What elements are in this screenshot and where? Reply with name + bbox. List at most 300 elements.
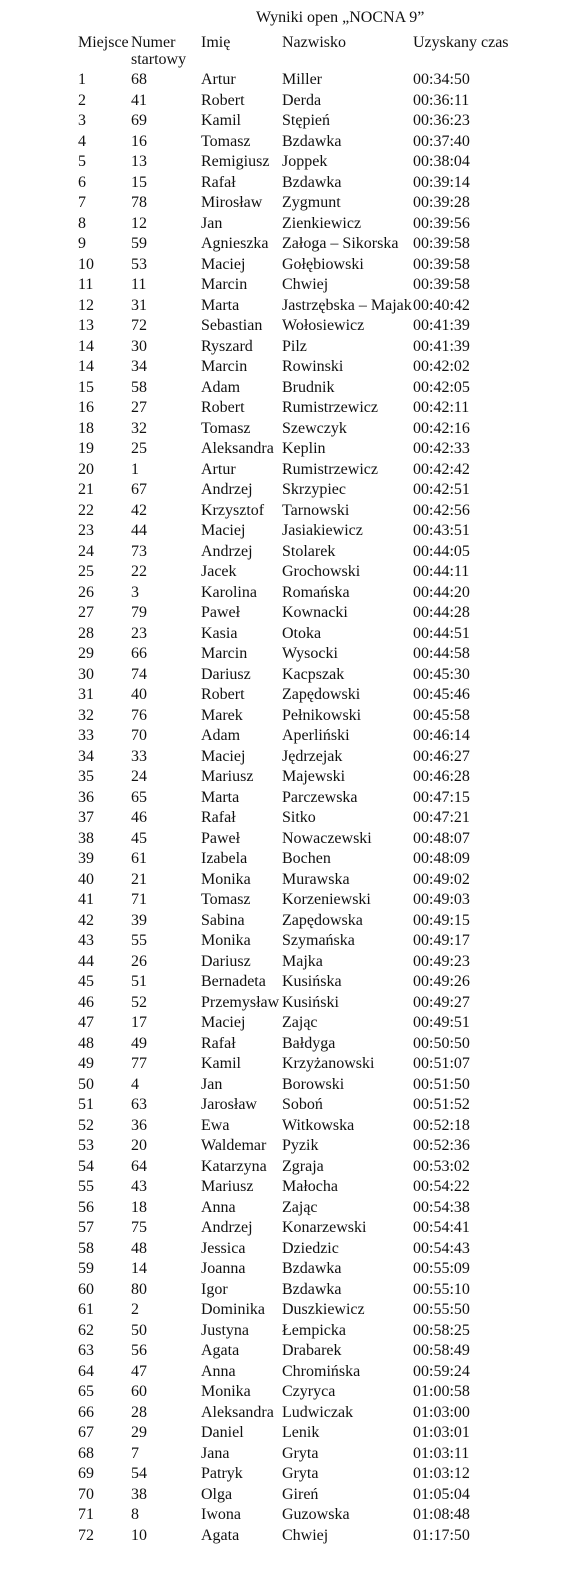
table-row xyxy=(0,1382,570,1402)
header-number-line1: Numer xyxy=(131,34,176,51)
cell-place: 52 xyxy=(78,1116,94,1134)
cell-first-name: Marek xyxy=(201,706,243,724)
cell-first-name: Agnieszka xyxy=(201,235,269,252)
cell-place: 42 xyxy=(78,911,94,929)
cell-time: 00:42:33 xyxy=(413,440,470,457)
cell-first-name: Monika xyxy=(201,932,251,949)
cell-first-name: Patryk xyxy=(201,1465,243,1482)
cell-first-name: Mariusz xyxy=(201,768,254,785)
table-row xyxy=(0,152,570,172)
cell-time: 01:05:04 xyxy=(413,1485,470,1503)
cell-time: 00:46:27 xyxy=(413,747,470,765)
cell-place: 29 xyxy=(78,645,94,662)
cell-place: 58 xyxy=(78,1239,94,1257)
cell-time: 00:59:24 xyxy=(413,1362,470,1380)
cell-number: 69 xyxy=(131,112,147,129)
cell-place: 4 xyxy=(78,132,86,150)
cell-place: 18 xyxy=(78,419,94,437)
cell-last-name: Stolarek xyxy=(282,542,336,560)
table-row xyxy=(0,808,570,828)
cell-number: 41 xyxy=(131,91,147,109)
table-row xyxy=(0,1485,570,1505)
cell-number: 21 xyxy=(131,870,147,888)
cell-number: 77 xyxy=(131,1055,147,1072)
cell-place: 21 xyxy=(78,481,94,498)
cell-place: 69 xyxy=(78,1465,94,1482)
cell-place: 48 xyxy=(78,1034,94,1052)
cell-number: 16 xyxy=(131,132,147,150)
cell-first-name: Maciej xyxy=(201,1014,246,1031)
cell-time: 00:42:42 xyxy=(413,460,470,478)
cell-number: 27 xyxy=(131,399,147,416)
cell-place: 12 xyxy=(78,296,94,314)
cell-time: 01:17:50 xyxy=(413,1526,470,1544)
cell-last-name: Grochowski xyxy=(282,563,361,580)
cell-number: 26 xyxy=(131,952,147,970)
cell-place: 5 xyxy=(78,153,86,170)
cell-place: 7 xyxy=(78,194,86,211)
cell-time: 00:38:04 xyxy=(413,153,470,170)
cell-place: 31 xyxy=(78,686,94,703)
cell-time: 01:03:11 xyxy=(413,1444,470,1462)
cell-first-name: Maciej xyxy=(201,747,246,765)
table-row xyxy=(0,726,570,746)
cell-time: 00:49:26 xyxy=(413,973,470,990)
header-first-name: Imię xyxy=(201,34,231,51)
cell-first-name: Kamil xyxy=(201,112,241,129)
cell-first-name: Jan xyxy=(201,214,223,232)
cell-last-name: Drabarek xyxy=(282,1342,342,1359)
cell-place: 51 xyxy=(78,1096,94,1113)
table-row xyxy=(0,1403,570,1423)
cell-last-name: Miller xyxy=(282,71,322,88)
cell-number: 22 xyxy=(131,563,147,580)
cell-first-name: Artur xyxy=(201,460,236,478)
cell-time: 00:39:14 xyxy=(413,173,470,191)
cell-number: 29 xyxy=(131,1424,147,1441)
cell-last-name: Lenik xyxy=(282,1424,320,1441)
table-row xyxy=(0,439,570,459)
cell-place: 32 xyxy=(78,706,94,724)
cell-time: 00:48:07 xyxy=(413,829,470,847)
cell-place: 55 xyxy=(78,1178,94,1195)
cell-place: 50 xyxy=(78,1075,94,1093)
cell-first-name: Agata xyxy=(201,1526,240,1544)
header-place: Miejsce xyxy=(78,34,129,51)
cell-first-name: Artur xyxy=(201,71,236,88)
table-row xyxy=(0,1177,570,1197)
cell-first-name: Ryszard xyxy=(201,337,253,355)
cell-number: 39 xyxy=(131,911,147,929)
cell-time: 00:40:42 xyxy=(413,296,470,314)
cell-first-name: Maciej xyxy=(201,522,246,539)
table-row xyxy=(0,378,570,398)
cell-number: 25 xyxy=(131,440,147,457)
table-row xyxy=(0,624,570,644)
cell-time: 00:55:09 xyxy=(413,1260,470,1277)
cell-place: 45 xyxy=(78,973,94,990)
cell-first-name: Marcin xyxy=(201,645,248,662)
cell-first-name: Mariusz xyxy=(201,1178,254,1195)
page-title: Wyniki open „NOCNA 9” xyxy=(256,9,425,26)
cell-time: 01:03:00 xyxy=(413,1403,470,1421)
table-row xyxy=(0,1464,570,1484)
cell-first-name: Agata xyxy=(201,1342,240,1359)
cell-time: 00:54:38 xyxy=(413,1198,470,1216)
cell-time: 00:53:02 xyxy=(413,1157,470,1175)
table-row xyxy=(0,419,570,439)
cell-last-name: Duszkiewicz xyxy=(282,1301,365,1318)
cell-last-name: Skrzypiec xyxy=(282,481,346,498)
table-row xyxy=(0,1505,570,1525)
table-row xyxy=(0,1116,570,1136)
table-row xyxy=(0,890,570,910)
cell-place: 30 xyxy=(78,665,94,683)
cell-number: 13 xyxy=(131,153,147,170)
table-row xyxy=(0,214,570,234)
table-row xyxy=(0,931,570,951)
cell-time: 00:45:58 xyxy=(413,706,470,724)
cell-place: 13 xyxy=(78,317,94,334)
cell-place: 25 xyxy=(78,563,94,580)
cell-last-name: Majka xyxy=(282,952,323,970)
cell-time: 00:44:11 xyxy=(413,563,470,580)
cell-place: 2 xyxy=(78,91,86,109)
table-row xyxy=(0,788,570,808)
cell-time: 00:39:58 xyxy=(413,235,470,252)
cell-last-name: Borowski xyxy=(282,1075,345,1093)
cell-place: 20 xyxy=(78,460,94,478)
table-row xyxy=(0,1423,570,1443)
table-row xyxy=(0,316,570,336)
cell-last-name: Rumistrzewicz xyxy=(282,399,378,416)
cell-time: 00:51:52 xyxy=(413,1096,470,1113)
cell-last-name: Keplin xyxy=(282,440,326,457)
table-row xyxy=(0,1198,570,1218)
cell-last-name: Bochen xyxy=(282,850,331,867)
cell-last-name: Bzdawka xyxy=(282,1280,342,1298)
cell-place: 62 xyxy=(78,1321,94,1339)
cell-last-name: Małocha xyxy=(282,1178,338,1195)
cell-number: 4 xyxy=(131,1075,139,1093)
cell-place: 72 xyxy=(78,1526,94,1544)
cell-place: 53 xyxy=(78,1137,94,1154)
cell-time: 00:36:23 xyxy=(413,112,470,129)
cell-time: 00:46:14 xyxy=(413,727,470,744)
cell-last-name: Bałdyga xyxy=(282,1034,336,1052)
table-row xyxy=(0,357,570,377)
cell-time: 00:42:16 xyxy=(413,419,470,437)
cell-time: 01:00:58 xyxy=(413,1383,470,1400)
table-row xyxy=(0,1280,570,1300)
cell-number: 76 xyxy=(131,706,147,724)
table-row xyxy=(0,1321,570,1341)
cell-time: 00:43:51 xyxy=(413,522,470,539)
cell-last-name: Wysocki xyxy=(282,645,338,662)
cell-last-name: Bzdawka xyxy=(282,1260,342,1277)
cell-number: 71 xyxy=(131,891,147,908)
table-row xyxy=(0,255,570,275)
cell-first-name: Izabela xyxy=(201,850,248,867)
cell-number: 49 xyxy=(131,1034,147,1052)
cell-first-name: Joanna xyxy=(201,1260,246,1277)
table-row xyxy=(0,1218,570,1238)
cell-number: 53 xyxy=(131,255,147,273)
cell-first-name: Waldemar xyxy=(201,1137,267,1154)
cell-first-name: Przemysław xyxy=(201,993,280,1011)
cell-number: 50 xyxy=(131,1321,147,1339)
cell-place: 40 xyxy=(78,870,94,888)
cell-time: 00:47:21 xyxy=(413,809,470,826)
cell-time: 00:54:41 xyxy=(413,1219,470,1236)
cell-time: 01:03:12 xyxy=(413,1465,470,1482)
cell-last-name: Zienkiewicz xyxy=(282,214,362,232)
table-row xyxy=(0,234,570,254)
cell-time: 00:39:58 xyxy=(413,255,470,273)
cell-last-name: Czyryca xyxy=(282,1383,336,1400)
cell-last-name: Majewski xyxy=(282,768,346,785)
cell-first-name: Tomasz xyxy=(201,132,251,150)
cell-time: 00:42:02 xyxy=(413,358,470,375)
cell-first-name: Jessica xyxy=(201,1239,246,1257)
cell-place: 70 xyxy=(78,1485,94,1503)
cell-number: 18 xyxy=(131,1198,147,1216)
cell-first-name: Dariusz xyxy=(201,665,251,683)
cell-number: 32 xyxy=(131,419,147,437)
cell-place: 35 xyxy=(78,768,94,785)
cell-time: 00:49:15 xyxy=(413,911,470,929)
cell-time: 00:49:17 xyxy=(413,932,470,949)
cell-number: 63 xyxy=(131,1096,147,1113)
cell-number: 33 xyxy=(131,747,147,765)
cell-first-name: Robert xyxy=(201,686,245,703)
cell-number: 3 xyxy=(131,583,139,601)
table-row xyxy=(0,1013,570,1033)
cell-number: 20 xyxy=(131,1137,147,1154)
cell-number: 1 xyxy=(131,460,139,478)
table-row xyxy=(0,1259,570,1279)
cell-last-name: Konarzewski xyxy=(282,1219,367,1236)
table-row xyxy=(0,870,570,890)
cell-place: 14 xyxy=(78,337,94,355)
cell-place: 60 xyxy=(78,1280,94,1298)
cell-time: 00:36:11 xyxy=(413,91,470,109)
cell-first-name: Paweł xyxy=(201,829,241,847)
cell-number: 67 xyxy=(131,481,147,498)
cell-last-name: Kusiński xyxy=(282,993,339,1011)
cell-number: 79 xyxy=(131,604,147,621)
cell-time: 00:49:02 xyxy=(413,870,470,888)
table-row xyxy=(0,1362,570,1382)
table-row xyxy=(0,829,570,849)
cell-time: 00:52:36 xyxy=(413,1137,470,1154)
cell-first-name: Monika xyxy=(201,870,251,888)
cell-first-name: Jana xyxy=(201,1444,230,1462)
table-row xyxy=(0,1157,570,1177)
cell-last-name: Zając xyxy=(282,1198,318,1216)
cell-time: 01:08:48 xyxy=(413,1506,470,1523)
cell-place: 27 xyxy=(78,604,94,621)
cell-number: 7 xyxy=(131,1444,139,1462)
cell-number: 51 xyxy=(131,973,147,990)
cell-last-name: Sitko xyxy=(282,809,316,826)
cell-last-name: Kusińska xyxy=(282,973,342,990)
cell-first-name: Ewa xyxy=(201,1116,230,1134)
cell-time: 00:49:51 xyxy=(413,1014,470,1031)
cell-last-name: Kownacki xyxy=(282,604,348,621)
cell-time: 00:42:05 xyxy=(413,378,470,396)
cell-first-name: Rafał xyxy=(201,173,236,191)
cell-place: 71 xyxy=(78,1506,94,1523)
cell-first-name: Marcin xyxy=(201,358,248,375)
cell-last-name: Nowaczewski xyxy=(282,829,372,847)
cell-first-name: Marcin xyxy=(201,276,248,293)
cell-last-name: Stępień xyxy=(282,112,330,129)
cell-number: 56 xyxy=(131,1342,147,1359)
cell-last-name: Romańska xyxy=(282,583,350,601)
cell-place: 44 xyxy=(78,952,94,970)
cell-number: 54 xyxy=(131,1465,147,1482)
cell-time: 00:44:51 xyxy=(413,624,470,642)
cell-place: 39 xyxy=(78,850,94,867)
cell-number: 15 xyxy=(131,173,147,191)
cell-last-name: Tarnowski xyxy=(282,501,350,519)
cell-number: 52 xyxy=(131,993,147,1011)
cell-last-name: Pełnikowski xyxy=(282,706,362,724)
table-row xyxy=(0,542,570,562)
cell-place: 41 xyxy=(78,891,94,908)
cell-first-name: Anna xyxy=(201,1198,236,1216)
cell-time: 00:37:40 xyxy=(413,132,470,150)
table-row xyxy=(0,665,570,685)
cell-place: 19 xyxy=(78,440,94,457)
table-row xyxy=(0,562,570,582)
cell-number: 47 xyxy=(131,1362,147,1380)
cell-place: 33 xyxy=(78,727,94,744)
cell-last-name: Jastrzębska – Majak xyxy=(282,296,412,314)
cell-last-name: Derda xyxy=(282,91,322,109)
cell-last-name: Jasiakiewicz xyxy=(282,522,363,539)
table-row xyxy=(0,1054,570,1074)
cell-number: 36 xyxy=(131,1116,147,1134)
cell-last-name: Wołosiewicz xyxy=(282,317,365,334)
cell-number: 60 xyxy=(131,1383,147,1400)
cell-last-name: Łempicka xyxy=(282,1321,346,1339)
cell-first-name: Andrzej xyxy=(201,481,253,498)
cell-last-name: Rumistrzewicz xyxy=(282,460,378,478)
cell-time: 00:41:39 xyxy=(413,317,470,334)
cell-number: 46 xyxy=(131,809,147,826)
cell-last-name: Guzowska xyxy=(282,1506,350,1523)
cell-first-name: Igor xyxy=(201,1280,228,1298)
cell-place: 65 xyxy=(78,1383,94,1400)
cell-first-name: Robert xyxy=(201,399,245,416)
cell-time: 00:34:50 xyxy=(413,71,470,88)
cell-last-name: Ludwiczak xyxy=(282,1403,354,1421)
cell-time: 00:44:20 xyxy=(413,583,470,601)
cell-time: 00:54:22 xyxy=(413,1178,470,1195)
cell-last-name: Zając xyxy=(282,1014,318,1031)
cell-place: 61 xyxy=(78,1301,94,1318)
table-row xyxy=(0,685,570,705)
cell-last-name: Gireń xyxy=(282,1485,319,1503)
cell-number: 73 xyxy=(131,542,147,560)
cell-number: 74 xyxy=(131,665,147,683)
cell-first-name: Robert xyxy=(201,91,245,109)
cell-last-name: Bzdawka xyxy=(282,173,342,191)
cell-time: 00:50:50 xyxy=(413,1034,470,1052)
table-row xyxy=(0,337,570,357)
cell-time: 00:42:11 xyxy=(413,399,470,416)
cell-number: 72 xyxy=(131,317,147,334)
cell-place: 8 xyxy=(78,214,86,232)
cell-number: 48 xyxy=(131,1239,147,1257)
table-row xyxy=(0,1239,570,1259)
cell-first-name: Karolina xyxy=(201,583,257,601)
cell-time: 00:46:28 xyxy=(413,768,470,785)
cell-place: 68 xyxy=(78,1444,94,1462)
cell-first-name: Monika xyxy=(201,1383,251,1400)
cell-place: 23 xyxy=(78,522,94,539)
cell-first-name: Aleksandra xyxy=(201,1403,274,1421)
cell-place: 66 xyxy=(78,1403,94,1421)
cell-first-name: Olga xyxy=(201,1485,233,1503)
cell-number: 44 xyxy=(131,522,147,539)
cell-last-name: Kacpszak xyxy=(282,665,345,683)
cell-number: 61 xyxy=(131,850,147,867)
table-row xyxy=(0,70,570,90)
cell-last-name: Otoka xyxy=(282,624,322,642)
cell-number: 80 xyxy=(131,1280,147,1298)
table-row xyxy=(0,644,570,664)
table-row xyxy=(0,111,570,131)
cell-time: 00:47:15 xyxy=(413,788,470,806)
cell-first-name: Remigiusz xyxy=(201,153,270,170)
cell-place: 3 xyxy=(78,112,86,129)
cell-number: 66 xyxy=(131,645,147,662)
table-row xyxy=(0,583,570,603)
cell-first-name: Adam xyxy=(201,727,241,744)
table-row xyxy=(0,1341,570,1361)
cell-last-name: Murawska xyxy=(282,870,350,888)
header-last-name: Nazwisko xyxy=(282,34,346,51)
table-row xyxy=(0,1136,570,1156)
header-time: Uzyskany czas xyxy=(413,34,509,51)
cell-last-name: Zygmunt xyxy=(282,194,341,211)
cell-first-name: Rafał xyxy=(201,1034,236,1052)
cell-number: 45 xyxy=(131,829,147,847)
cell-last-name: Joppek xyxy=(282,153,328,170)
cell-last-name: Soboń xyxy=(282,1096,323,1113)
cell-first-name: Rafał xyxy=(201,809,236,826)
cell-number: 12 xyxy=(131,214,147,232)
cell-time: 00:58:49 xyxy=(413,1342,470,1359)
cell-first-name: Katarzyna xyxy=(201,1157,267,1175)
cell-first-name: Krzysztof xyxy=(201,501,265,519)
cell-number: 70 xyxy=(131,727,147,744)
cell-number: 42 xyxy=(131,501,147,519)
cell-last-name: Krzyżanowski xyxy=(282,1055,375,1072)
cell-number: 40 xyxy=(131,686,147,703)
cell-last-name: Zapędowski xyxy=(282,686,361,703)
cell-first-name: Andrzej xyxy=(201,542,253,560)
cell-first-name: Justyna xyxy=(201,1321,249,1339)
cell-last-name: Pyzik xyxy=(282,1137,319,1154)
table-row xyxy=(0,1300,570,1320)
cell-last-name: Szewczyk xyxy=(282,419,347,437)
table-row xyxy=(0,1075,570,1095)
table-row xyxy=(0,193,570,213)
